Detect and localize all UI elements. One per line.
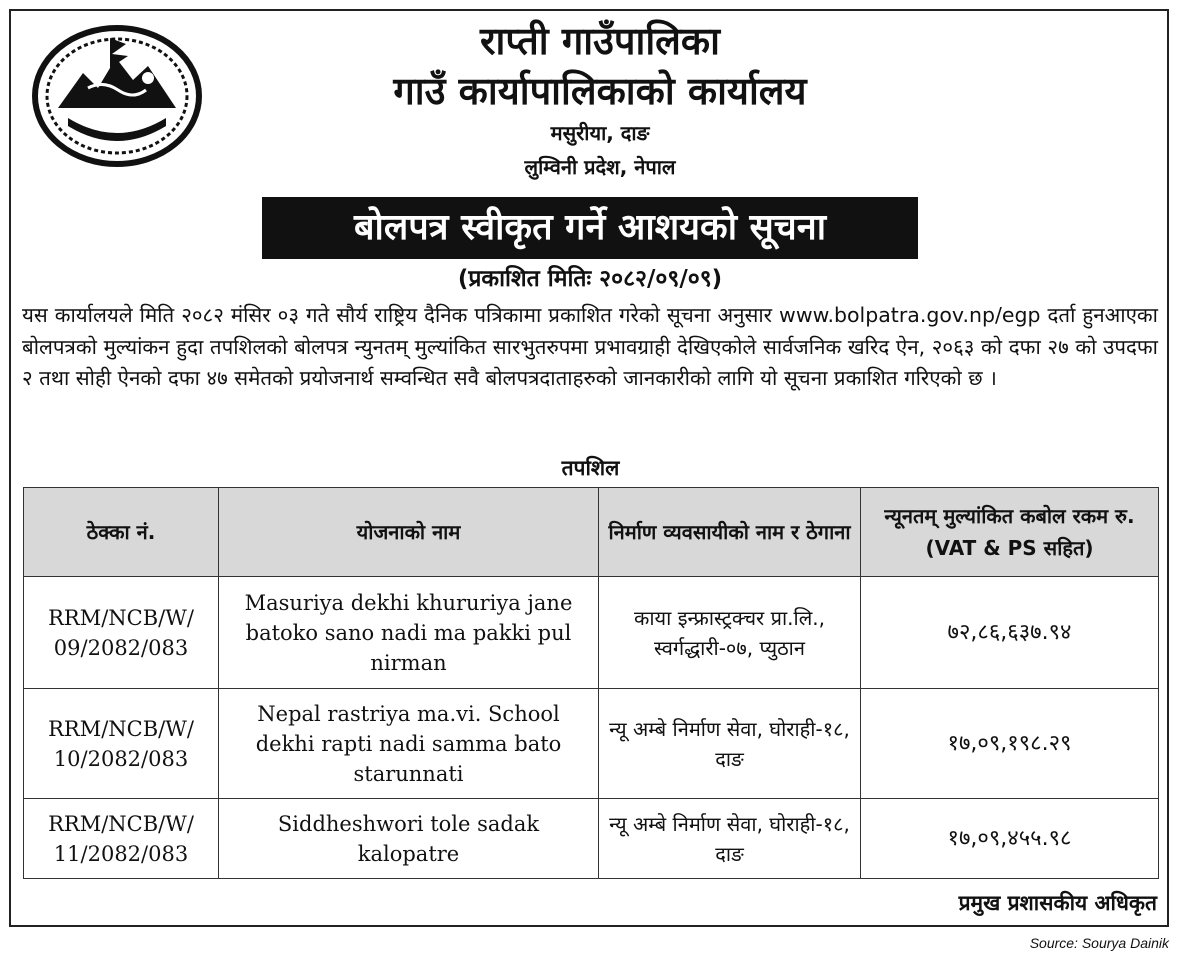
source-credit: Source: Sourya Dainik <box>1029 935 1169 951</box>
contract-no: RRM/NCB/W/ 10/2082/083 <box>24 689 219 799</box>
header-contractor: निर्माण व्यवसायीको नाम र ठेगाना <box>599 488 861 577</box>
contractor: न्यू अम्बे निर्माण सेवा, घोराही-१८, दाङ <box>599 689 861 799</box>
project-name: Siddheshwori tole sadak kalopatre <box>219 799 599 879</box>
header-contract-no: ठेक्का नं. <box>24 488 219 577</box>
notice-title: बोलपत्र स्वीकृत गर्ने आशयको सूचना <box>262 197 918 259</box>
table-row <box>24 689 1159 799</box>
nepal-government-emblem-icon <box>28 18 206 170</box>
contract-no: RRM/NCB/W/ 09/2082/083 <box>24 577 219 689</box>
amount: १७,०९,४५५.९८ <box>861 799 1159 879</box>
amount: ७२,८६,६३७.९४ <box>861 577 1159 689</box>
project-name: Nepal rastriya ma.vi. School dekhi rapti nadi samma bato starunnati <box>219 689 599 799</box>
notice-body: यस कार्यालयले मिति २०८२ मंसिर ०३ गते सौर्य राष्ट्रिय दैनिक पत्रिकामा प्रकाशित गरेको सूचना अनुसार www.bolpatra.gov.np/egp दर्ता हुनआएका बोलपत्रको मुल्यांकन हुदा तपशिलको बोलपत्र न्युनतम् मुल्यांकित सारभुतरुपमा प्रभावग्राही देखिएकोले सार्वजनिक खरिद ऐन, २०६३ को दफा २७ को उपदफा २ तथा सोही ऐनको दफा ४७ समेतको प्रयोजनार्थ सम्वन्धित सवै बोलपत्रदाताहरुको जानकारीको लागि यो सूचना प्रकाशित गरिएको छ । <box>22 303 1158 390</box>
published-date: (प्रकाशित मितिः २०८२/०९/०९) <box>457 266 723 292</box>
table-row <box>24 577 1159 689</box>
header-project-name: योजनाको नाम <box>219 488 599 577</box>
province: लुम्विनी प्रदेश, नेपाल <box>524 155 676 179</box>
location: मसुरीया, दाङ <box>550 121 650 145</box>
contract-no: RRM/NCB/W/ 11/2082/083 <box>24 799 219 879</box>
amount: १७,०९,१९८.२९ <box>861 689 1159 799</box>
header <box>250 16 950 184</box>
org-name: राप्ती गाउँपालिका <box>480 19 720 63</box>
table-row <box>24 799 1159 879</box>
contractor: काया इन्फ्रास्ट्रक्चर प्रा.लि., स्वर्गद्धारी-०७, प्युठान <box>599 577 861 689</box>
schedule-title: तपशिल <box>561 456 620 480</box>
project-name: Masuriya dekhi khururiya jane batoko sano nadi ma pakki pul nirman <box>219 577 599 689</box>
header-amount: न्यूनतम् मुल्यांकित कबोल रकम रु. (VAT & PS सहित) <box>861 488 1159 577</box>
signatory: प्रमुख प्रशासकीय अधिकृत <box>958 891 1157 915</box>
schedule-table <box>23 487 1159 879</box>
contractor: न्यू अम्बे निर्माण सेवा, घोराही-१८, दाङ <box>599 799 861 879</box>
table-header-row <box>24 488 1159 577</box>
office-name: गाउँ कार्यापालिकाको कार्यालय <box>393 69 807 113</box>
